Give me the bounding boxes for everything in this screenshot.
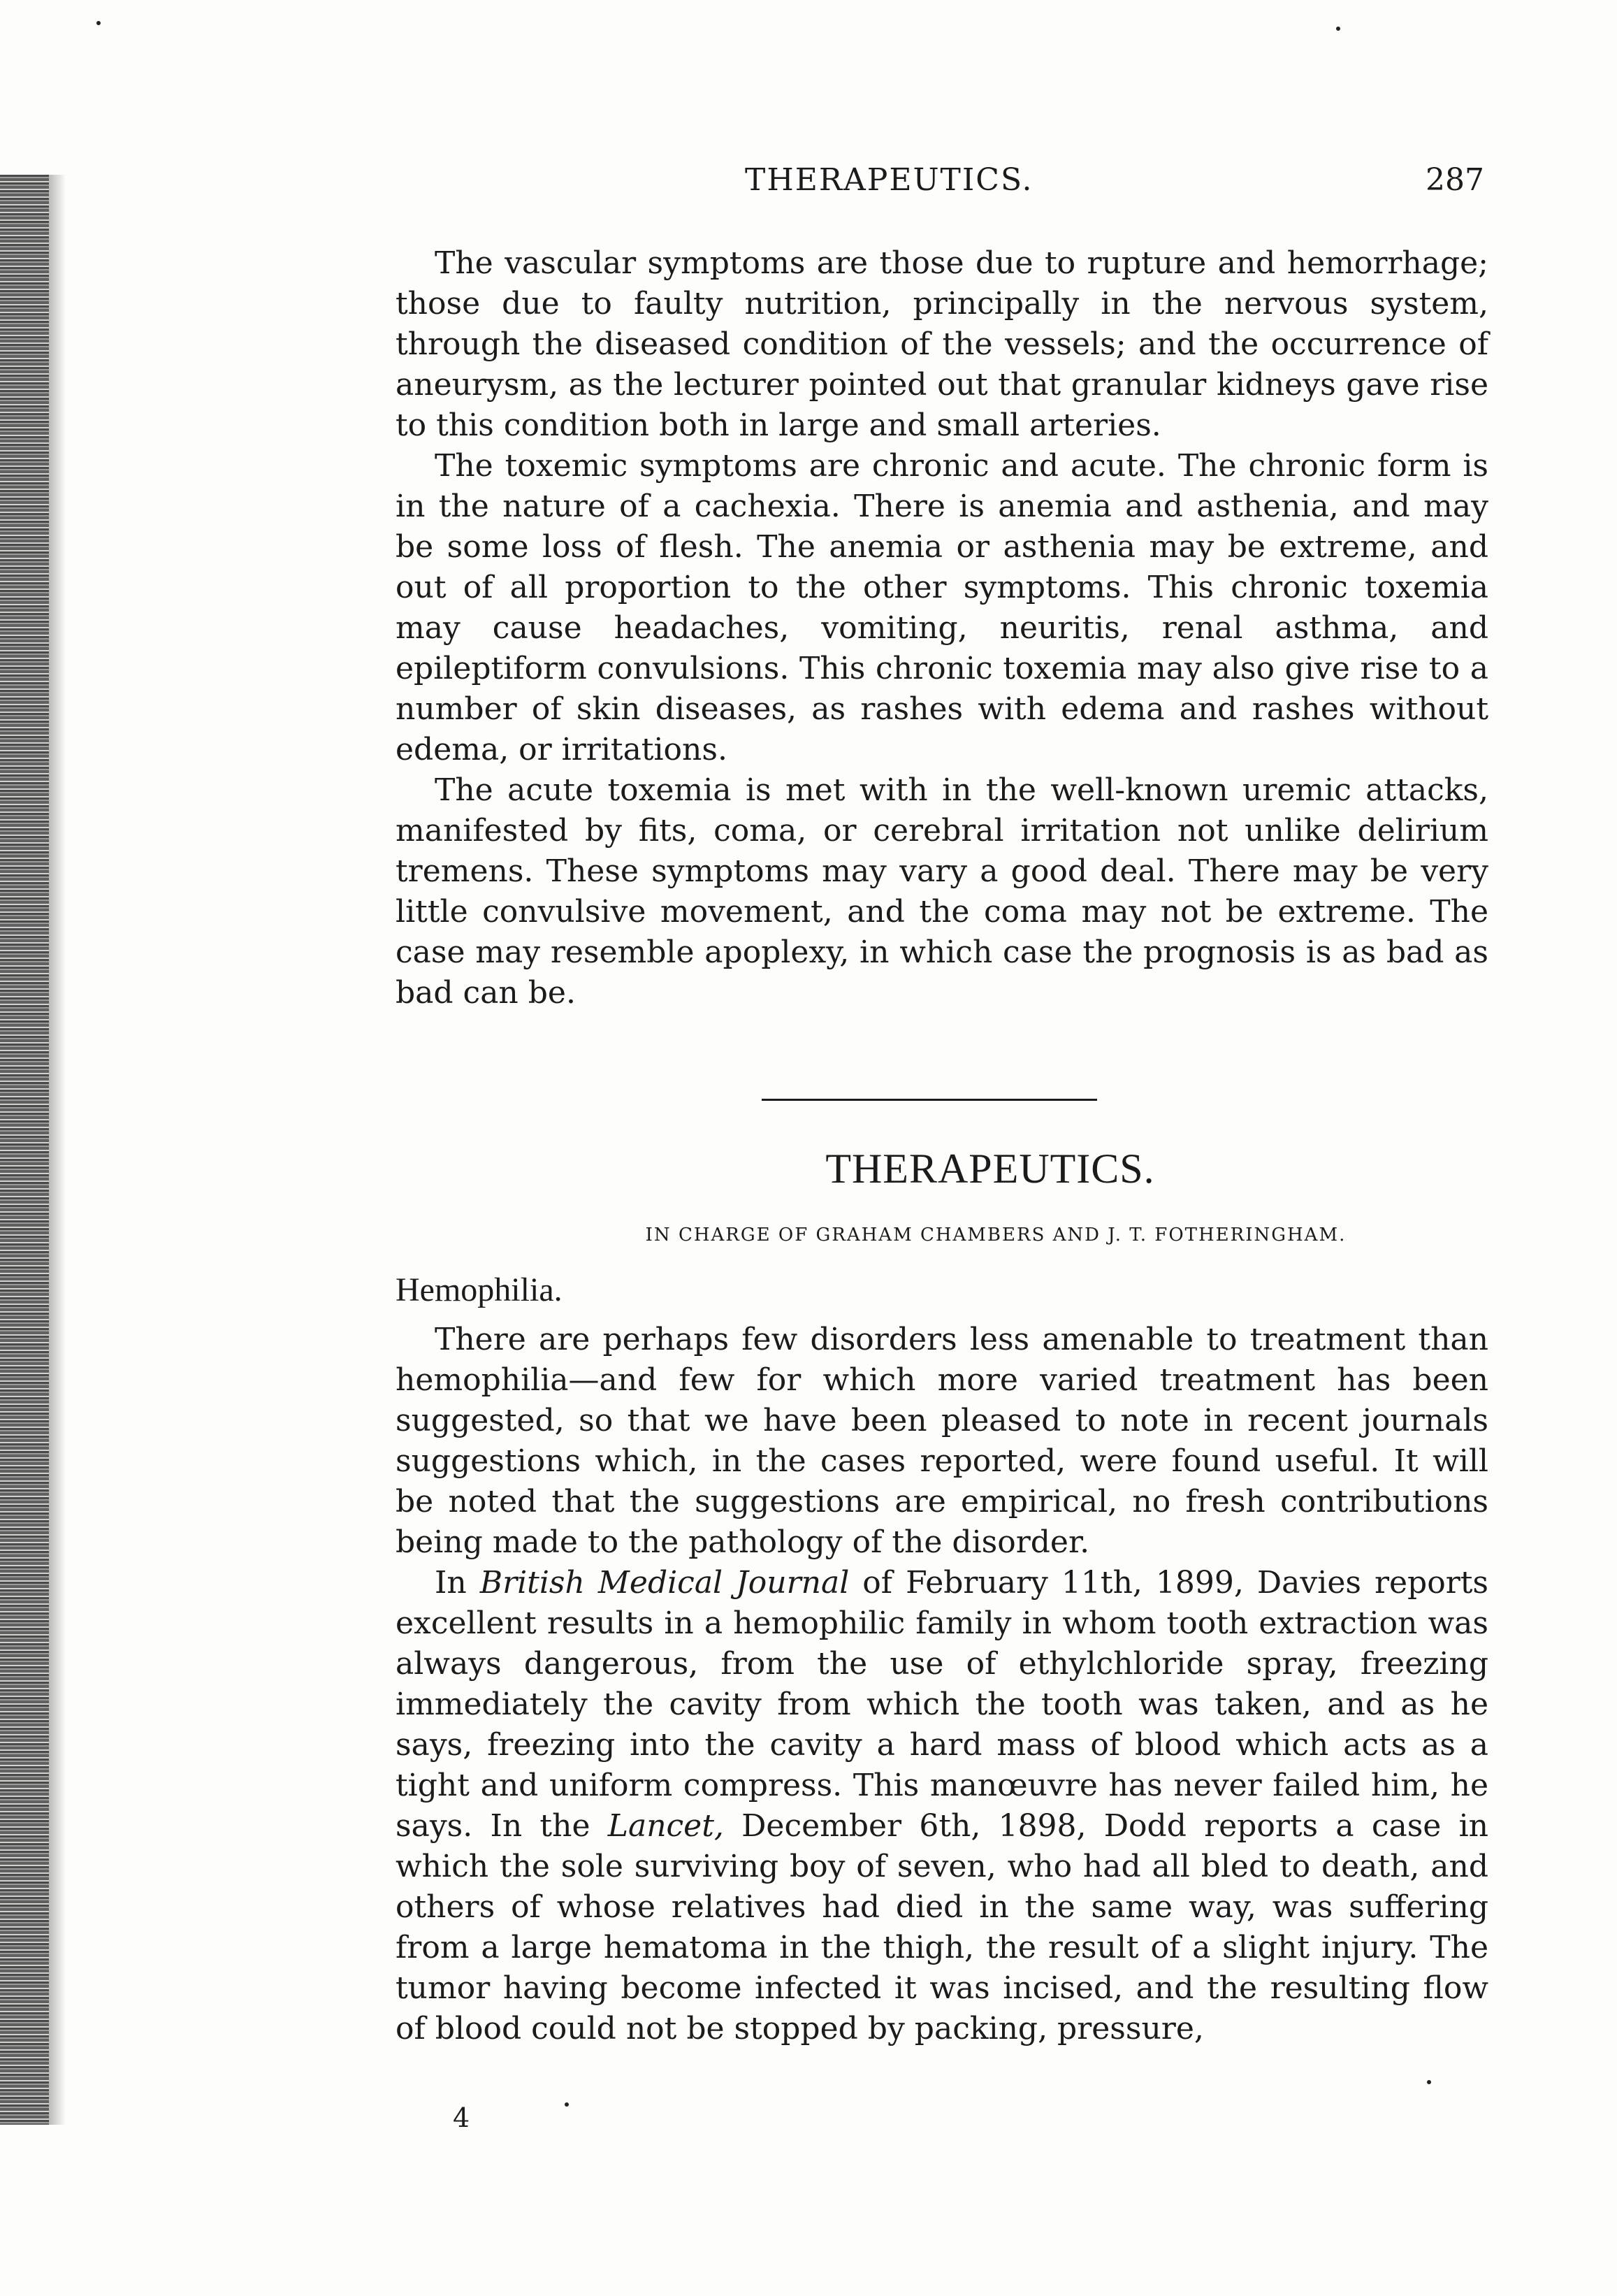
ink-speck <box>96 21 101 25</box>
running-header <box>0 162 1617 204</box>
article-text <box>396 1320 1488 2049</box>
byline-text: IN CHARGE OF GRAHAM CHAMBERS AND J. T. FOTHERINGHAM. <box>645 1225 1347 1246</box>
signature-mark: 4 <box>453 2102 470 2133</box>
journal-title: Lancet, <box>607 1808 724 1844</box>
continued-text <box>396 243 1488 1013</box>
ink-speck <box>1336 27 1340 31</box>
text-run: December 6th, 1898, Dodd reports a case in which the sole surviving boy of seven, who had all bled to death, and others of whose relatives had died in the same way, was suffering from a large hematoma in the thigh, the result of a slight injury. The tumor having become infected it was incised, and the resulting flow of blood could not be stopped by packing, pressure, <box>396 1808 1488 2046</box>
paragraph: There are perhaps few disorders less amenable to treatment than hemophilia—and few for which more varied treatment has been suggested, so that we have been pleased to note in recent journals suggestions which, in the cases reported, were found useful. It will be noted that the suggestions are empirical, no fresh contributions being made to the pathology of the disorder. <box>396 1322 1488 1560</box>
ink-speck <box>565 2102 569 2107</box>
section-divider <box>762 1099 1097 1101</box>
text-run: In <box>435 1565 480 1601</box>
paragraph <box>396 1563 1488 2049</box>
page-number: 287 <box>1426 162 1484 198</box>
section-title <box>0 1145 1617 1193</box>
paragraph: The toxemic symptoms are chronic and acute. The chronic form is in the nature of a cachexia. There is anemia and asthenia, and may be some loss of flesh. The anemia or asthenia may be extreme, and out of all proportion to the other symptoms. This chronic toxemia may cause headaches, vomiting, neuritis, renal asthma, and epileptiform convulsions. This chronic toxemia may also give rise to a number of skin diseases, as rashes with edema and rashes without edema, or irritations. <box>396 448 1488 767</box>
section-title-text: THERAPEUTICS. <box>825 1146 1155 1192</box>
ink-speck <box>1427 2080 1431 2084</box>
article-subhead: Hemophilia. <box>396 1271 563 1308</box>
paragraph: The acute toxemia is met with in the well-known uremic attacks, manifested by fits, coma, or cerebral irritation not unlike delirium tremens. These symptoms may vary a good deal. There may be very little convulsive movement, and the coma may not be extreme. The case may resemble apoplexy, in which case the prognosis is as bad as bad can be. <box>396 772 1488 1011</box>
journal-title: British Medical Journal <box>479 1565 850 1601</box>
text-run: of February 11th, 1899, Davies reports excellent results in a hemophilic family in whom tooth extraction was always dangerous, from the use of ethylchloride spray, freezing immediately the cavity from which the tooth was taken, and as he says, freezing into the cavity a hard mass of blood which acts as a tight and uniform compress. This manœuvre has never failed him, he says. In the <box>396 1565 1488 1844</box>
section-byline <box>0 1225 1617 1246</box>
running-title: THERAPEUTICS. <box>745 162 1034 198</box>
paragraph: The vascular symptoms are those due to rupture and hemorrhage; those due to faulty nutrition, principally in the nervous system, through the diseased condition of the vessels; and the occurrence of aneurysm, as the lecturer pointed out that granular kidneys gave rise to this condition both in large and small arteries. <box>396 245 1488 443</box>
